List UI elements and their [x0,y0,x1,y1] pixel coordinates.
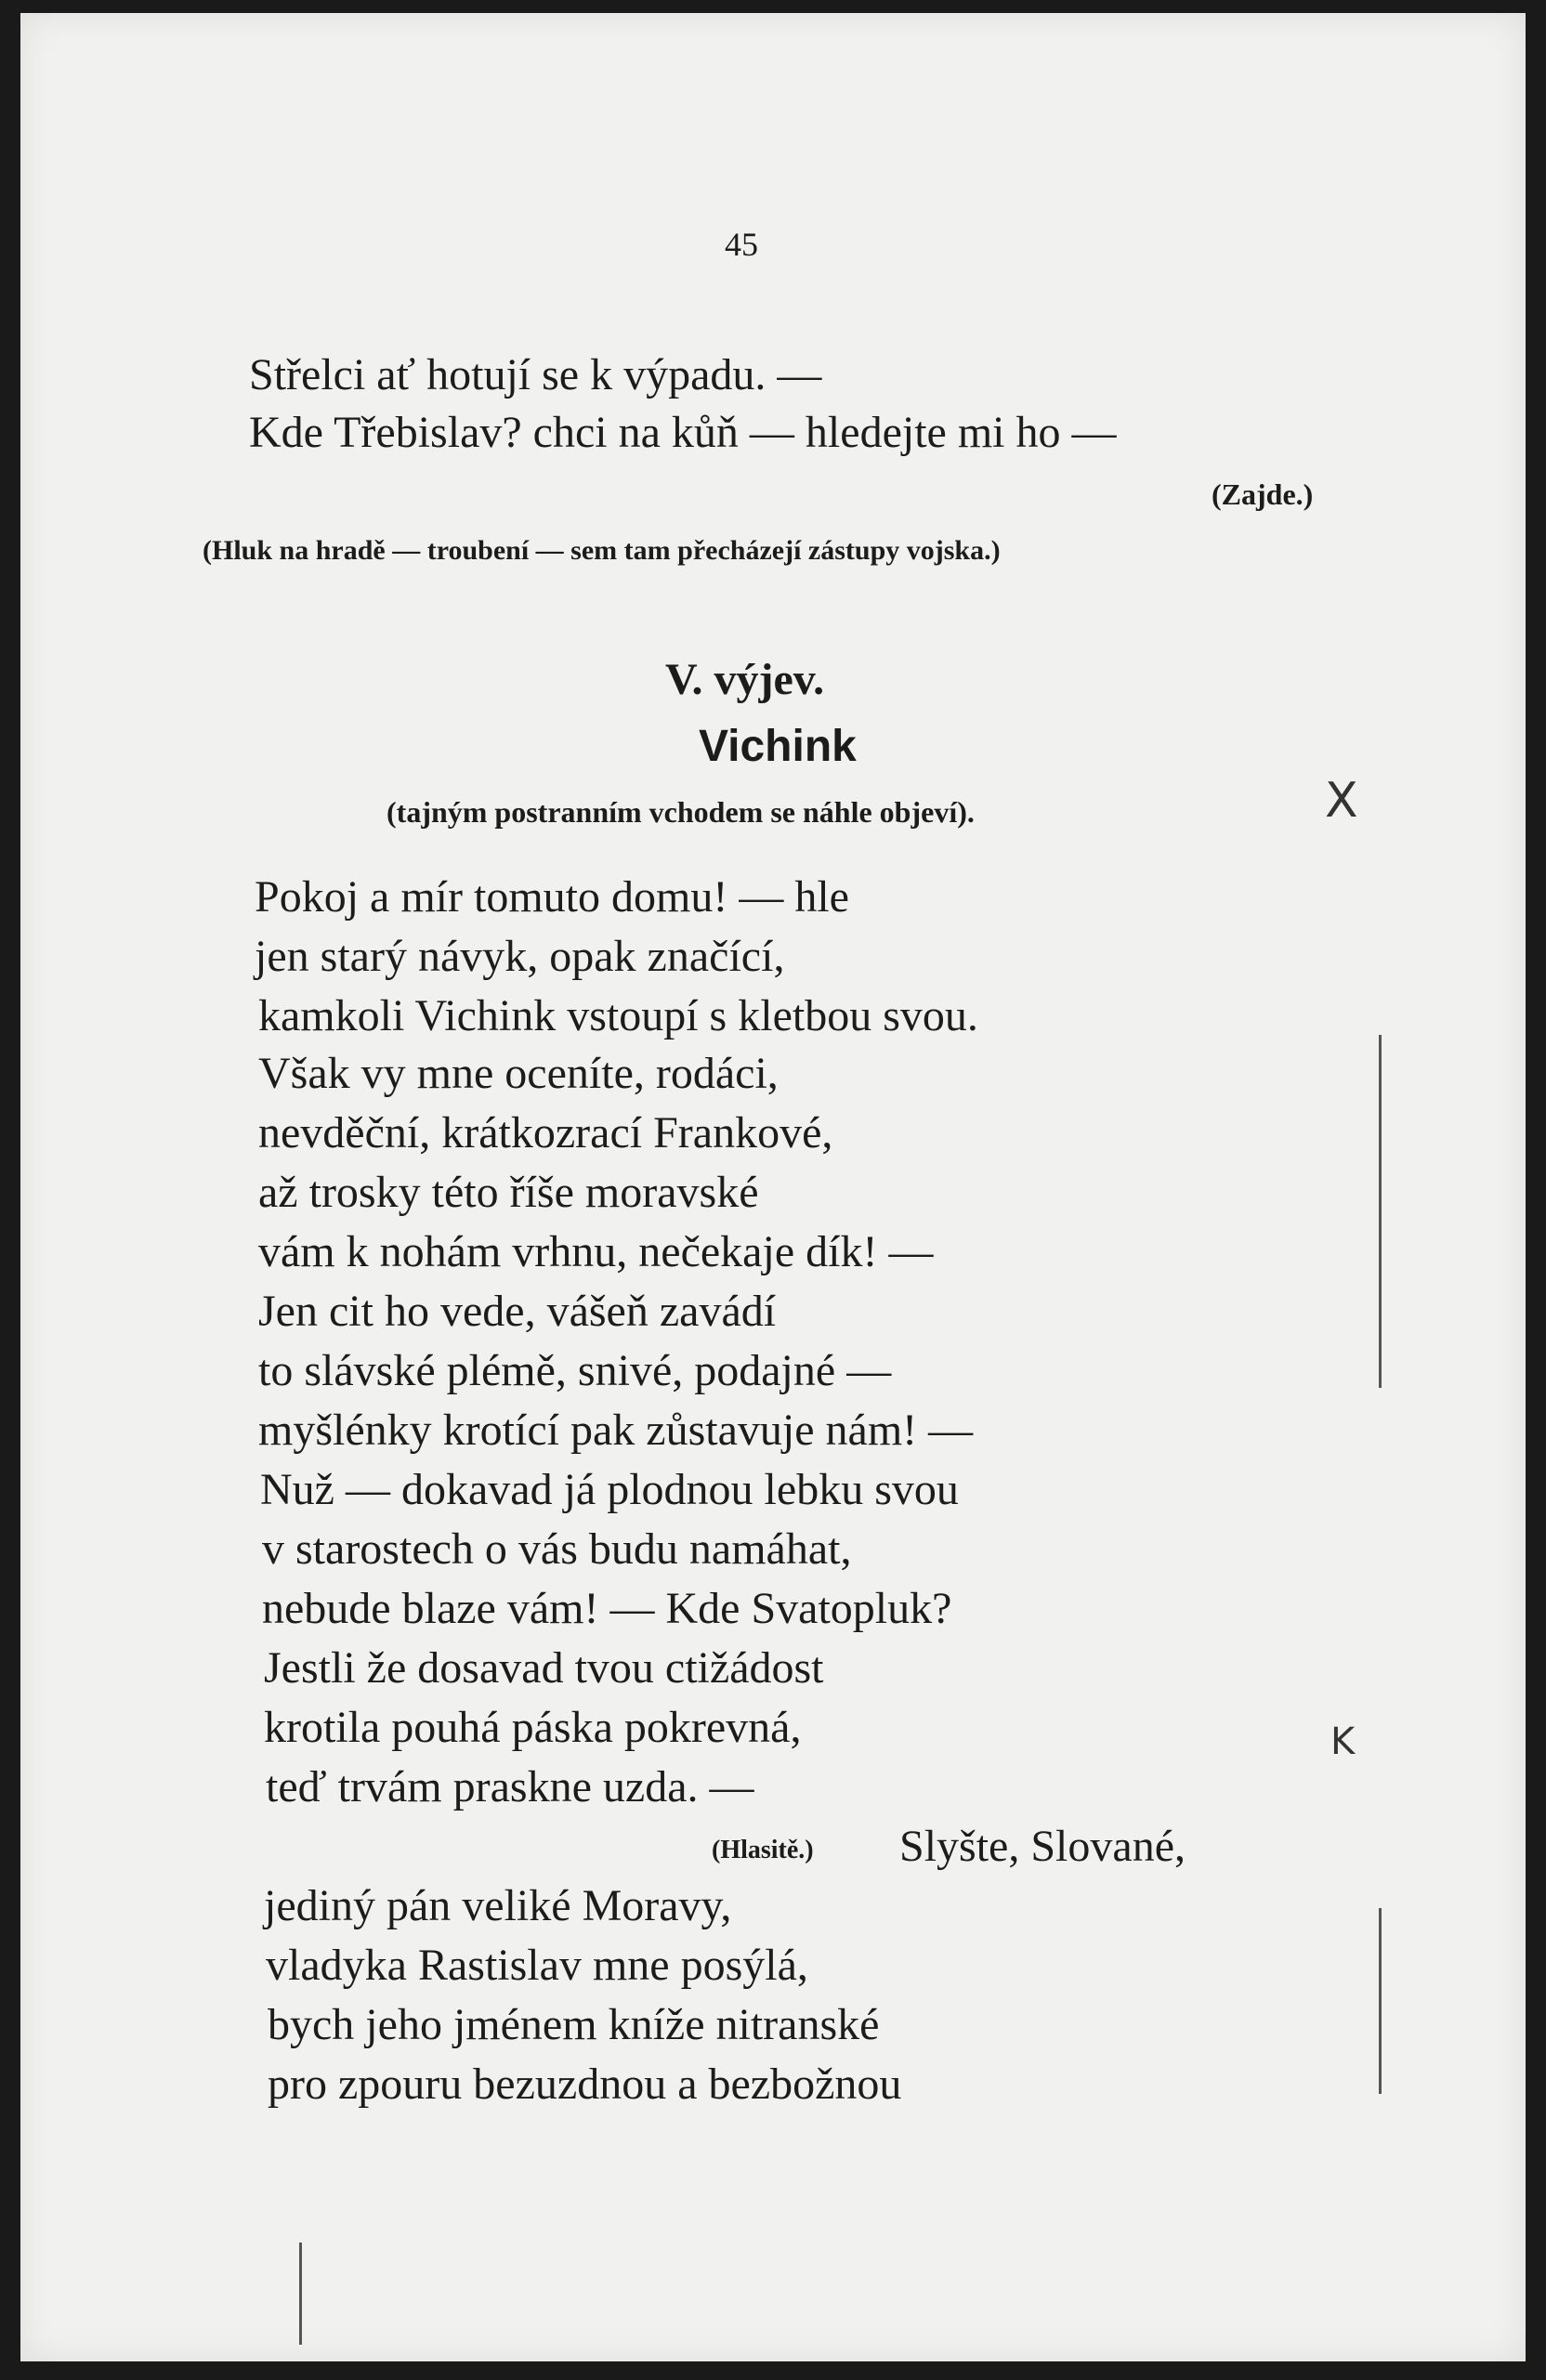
book-page [20,13,1526,2361]
verse-line: jediný pán veliké Moravy, [264,1881,732,1930]
margin-line [299,2243,302,2345]
verse-line: Slyšte, Slované, [899,1822,1186,1871]
stage-direction-entrance: (tajným postranním vchodem se náhle objeví). [386,795,975,829]
verse-line: krotila pouhá páska pokrevná, [264,1703,802,1752]
verse-line: nebude blaze vám! — Kde Svatopluk? [262,1584,952,1633]
scene-title: V. výjev. [665,655,825,704]
margin-mark-k: K [1330,1720,1356,1763]
margin-line [1379,1035,1382,1388]
verse-line: Pokoj a mír tomuto domu! — hle [255,872,849,922]
verse-line: Kde Třebislav? chci na kůň — hledejte mi ho — [249,408,1117,457]
verse-line: myšlénky krotící pak zůstavuje nám! — [258,1406,974,1455]
stage-direction-noise: (Hluk na hradě — troubení — sem tam přecházejí zástupy vojska.) [203,535,1001,566]
verse-line: jen starý návyk, opak značící, [255,932,785,981]
verse-line: nevděční, krátkozrací Frankové, [258,1108,833,1157]
verse-line: Však vy mne oceníte, rodáci, [258,1049,779,1098]
verse-line: to slávské plémě, snivé, podajné — [258,1346,892,1395]
verse-line: Nuž — dokavad já plodnou lebku svou [260,1465,959,1514]
speaker-name: Vichink [699,722,857,771]
verse-line: Střelci ať hotují se k výpadu. — [249,350,822,399]
verse-line: bych jeho jménem kníže nitranské [268,2000,880,2049]
margin-line [1379,1908,1382,2094]
margin-mark-x: X [1325,773,1358,829]
stage-direction-aloud: (Hlasitě.) [712,1836,814,1864]
stage-direction-exit: (Zajde.) [1212,477,1314,511]
verse-line: až trosky této říše moravské [258,1168,759,1217]
page-number: 45 [725,226,758,263]
verse-line: kamkoli Vichink vstoupí s kletbou svou. [258,991,978,1040]
verse-line: vladyka Rastislav mne posýlá, [266,1941,808,1990]
verse-line: teď trvám praskne uzda. — [266,1762,754,1811]
verse-line: Jestli že dosavad tvou ctižádost [264,1643,824,1693]
verse-line: v starostech o vás budu namáhat, [262,1524,852,1574]
verse-line: vám k nohám vrhnu, nečekaje dík! — [258,1227,934,1276]
verse-line: pro zpouru bezuzdnou a bezbožnou [268,2060,902,2109]
verse-line: Jen cit ho vede, vášeň zavádí [258,1287,777,1336]
